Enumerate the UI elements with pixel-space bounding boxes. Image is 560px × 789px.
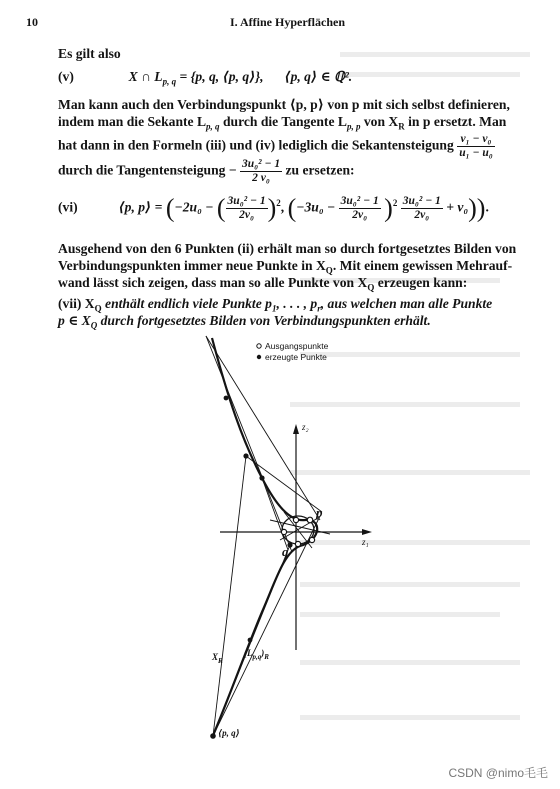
legend-starting-points: Ausgangspunkte <box>265 341 329 351</box>
watermark: CSDN @nimo毛毛 <box>448 766 548 780</box>
starting-point <box>293 517 298 522</box>
point-label-pq: ⟨p, q⟩ <box>218 728 240 738</box>
axis-label-z1: z₁ <box>362 537 369 547</box>
axis-label-z2: z₂ <box>302 422 309 432</box>
equation-label: (vi) <box>58 199 78 215</box>
point-label-q: q <box>282 544 289 559</box>
paragraph-line: indem man die Sekante $L_{p, q}$ durch die Tangente $L_{p, p}$ von $X_R$ in p ersetzt. Man <box>58 114 507 132</box>
generated-point <box>259 475 264 480</box>
starting-point <box>295 541 300 546</box>
legend-open-marker <box>257 344 261 348</box>
generated-point <box>224 396 229 401</box>
generated-point <box>248 638 253 643</box>
legend-generated-points: erzeugte Punkte <box>265 352 327 362</box>
paragraph-line: wand lässt sich zeigen, dass man so alle Punkte von $X_Q$ erzeugen kann: <box>58 275 468 293</box>
equation-label: (v) <box>58 69 74 84</box>
secant-line <box>206 336 292 552</box>
paragraph-line: durch die Tangentensteigung − $\frac{\text{3u₀² − 1}}{\text{2 v₀}}$ zu ersetzen: <box>58 158 355 184</box>
paragraph-line: Ausgehend von den 6 Punkten (ii) erhält man so durch fortgesetztes Bilden von <box>58 241 517 256</box>
starting-point <box>307 517 313 523</box>
starting-point <box>309 537 314 542</box>
statement-vii-line2: p ∈ $X_Q$ durch fortgesetztes Bilden von Verbindungspunkten erhält. <box>58 313 431 331</box>
statement-vii: (vii) $X_Q$ enthält endlich viele Punkte $p_1$, . . . , $p_r$, aus welchen man alle Punkte <box>58 296 493 314</box>
z2-arrowhead <box>293 424 299 434</box>
line-label-Lpq: $(L_{p,q})_R$ <box>244 648 269 661</box>
legend-filled-marker <box>257 355 261 359</box>
paragraph-line: Verbindungspunkten immer neue Punkte in $X_Q$. Mit einem gewissen Mehrauf- <box>58 258 513 276</box>
secant-line <box>213 516 320 736</box>
generated-point <box>243 453 248 458</box>
generated-point <box>210 733 216 739</box>
tangent-slope-fraction: $\frac{\text{3u₀² − 1}}{\text{2 v₀}}$ <box>242 158 281 184</box>
paragraph-line: Man kann auch den Verbindungspunkt ⟨p, p⟩ von p mit sich selbst definieren, <box>58 97 510 112</box>
secant-line <box>262 478 288 550</box>
secant-slope-fraction: $\frac{\text{v₁ − v₀}}{\text{u₁ − u₀}}$ <box>459 133 493 159</box>
running-header: I. Affine Hyperflächen <box>230 15 345 29</box>
intro-text: Es gilt also <box>58 46 121 61</box>
secant-line <box>246 456 322 512</box>
page-number: 10 <box>26 15 38 29</box>
equation-v: (v) X ∩ $L_{p, q} = \{p$, q, ⟨p, q⟩}, ⟨p, q⟩ ∈ ℚ². <box>58 69 353 87</box>
point-label-p: p <box>316 505 323 520</box>
z1-arrowhead <box>362 529 372 535</box>
curve-label-XR: $X_R$ <box>212 652 223 665</box>
paragraph-line: hat dann in den Formeln (iii) und (iv) lediglich die Sekantensteigung $\frac{\text{v₁ − v₀}}{\text{u₁ − u₀}}$ <box>58 133 493 159</box>
starting-point <box>281 529 286 534</box>
equation-vi: (vi) ⟨p, p⟩ = (−2u₀ − ( $\frac{\text{3u₀² − 1}}{\text{2v₀}}$ )$^2$, (−3u₀ − $\frac{\text{3u₀² − 1}}{\text{2v₀}}$ )$^2$ $\frac{\text{3u₀² − 1}}{\text{2v₀}}$ + v₀)). <box>58 193 489 223</box>
